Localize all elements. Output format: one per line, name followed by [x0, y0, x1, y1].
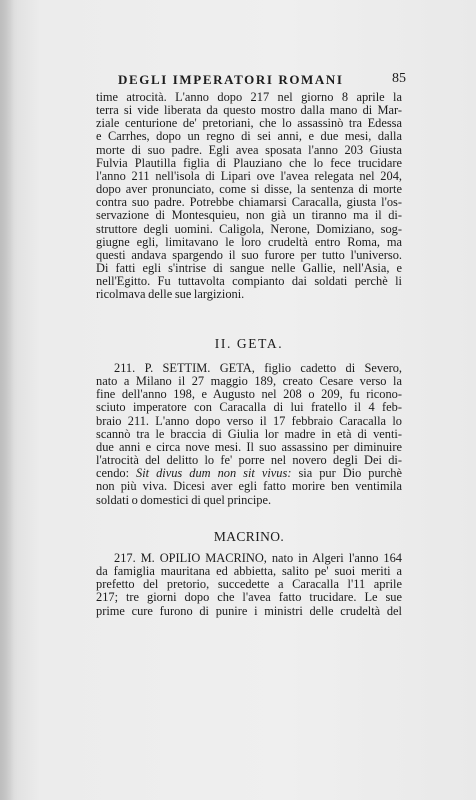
text-line: servazione di Montesquieu, non già un tiranno ma il di- — [96, 209, 402, 223]
text-line: questi andava spargendo il suo furore per tutto l'universo. — [96, 248, 402, 262]
text-line: struttore degli uomini. Caligola, Nerone, Domiziano, sog- — [96, 222, 402, 236]
text-line: nato a Milano il 27 maggio 189, creato Cesare verso la — [96, 375, 402, 389]
text-line: ricolmava delle sue largizioni. — [96, 288, 245, 302]
binding-shadow — [0, 0, 14, 800]
section-title-geta: II. GETA. — [214, 336, 284, 351]
text-line: da famiglia mauritana ed abbietta, salito pe' suoi meriti a — [96, 565, 402, 579]
text-line: non più viva. Dicesi aver egli fatto morire ben ventimila — [96, 480, 402, 494]
text-line: prime cure furono di punire i ministri delle crudeltà del — [96, 604, 402, 618]
text-line: nell'Egitto. Fu tuttavolta compianto dai soldati perchè li — [96, 275, 402, 289]
text-line: sciuto imperatore con Caracalla di lui fratello il 4 feb- — [96, 401, 402, 415]
text-line: due anni e circa nove mesi. Il suo assassino per diminuire — [96, 440, 402, 454]
text-line: 217. M. OPILIO MACRINO, nato in Algeri l'anno 164 — [114, 552, 402, 565]
text-line: l'anno 211 nell'isola di Lipari ove l'avea relegata nel 204, — [96, 169, 402, 183]
latin-quote: Sit divus dum non sit vivus: — [136, 467, 292, 481]
text-line: e Carrhes, dopo un regno di sei anni, e due mesi, dalla — [96, 130, 402, 144]
text-line: 211. P. SETTIM. GETA, figlio cadetto di Severo, — [114, 362, 402, 375]
text-fragment: sia pur Dio purchè — [291, 467, 402, 481]
text-line: terra si vide liberata da questo mostro dalla mano di Mar- — [96, 104, 402, 118]
running-head: DEGLI IMPERATORI ROMANI — [118, 72, 344, 87]
text-line: 217; tre giorni dopo che l'avea fatto trucidare. Le sue — [96, 591, 402, 605]
text-line: giugne egli, limitavano le loro crudeltà entro Roma, ma — [96, 235, 402, 249]
text-line: contra suo padre. Potrebbe chiamarsi Caracalla, giusta l'os- — [96, 196, 402, 210]
paragraph-macrino — [96, 552, 402, 618]
text-line: scannò tra le braccia di Giulia lor madre in età di venti- — [96, 427, 402, 441]
text-line: fine dell'anno 198, e Augusto nel 208 o 209, fu ricono- — [96, 388, 402, 402]
paragraph-caracalla-end — [96, 91, 402, 302]
text-line: braio 211. L'anno dopo verso il 17 febbraio Caracalla lo — [96, 414, 402, 428]
text-line: soldati o domestici di quel principe. — [96, 493, 272, 507]
text-line — [96, 467, 402, 480]
text-line: l'atrocità del delitto lo fe' porre nel novero degli Dei di- — [96, 454, 402, 468]
paragraph-geta — [96, 362, 402, 507]
text-line: Di fatti egli s'intrise di sangue nelle Gallie, nell'Asia, e — [96, 262, 402, 276]
text-line: prefetto del pretorio, succedette a Caracalla l'11 aprile — [96, 578, 402, 592]
text-line: ziale centurione de' pretoriani, che lo assassinò tra Edessa — [96, 117, 402, 131]
section-title-macrino: MACRINO. — [213, 529, 285, 544]
text-line: time atrocità. L'anno dopo 217 nel giorno 8 aprile la — [96, 91, 402, 104]
text-line: morte di suo padre. Egli avea sposata l'anno 203 Giusta — [96, 143, 402, 157]
text-line: dopo aver pronunciato, come si disse, la sentenza di morte — [96, 183, 402, 197]
page-number: 85 — [392, 71, 406, 86]
page-header — [96, 71, 406, 88]
text-line: Fulvia Plautilla figlia di Plauziano che lo fece trucidare — [96, 156, 402, 170]
text-fragment: cendo: — [96, 467, 137, 481]
